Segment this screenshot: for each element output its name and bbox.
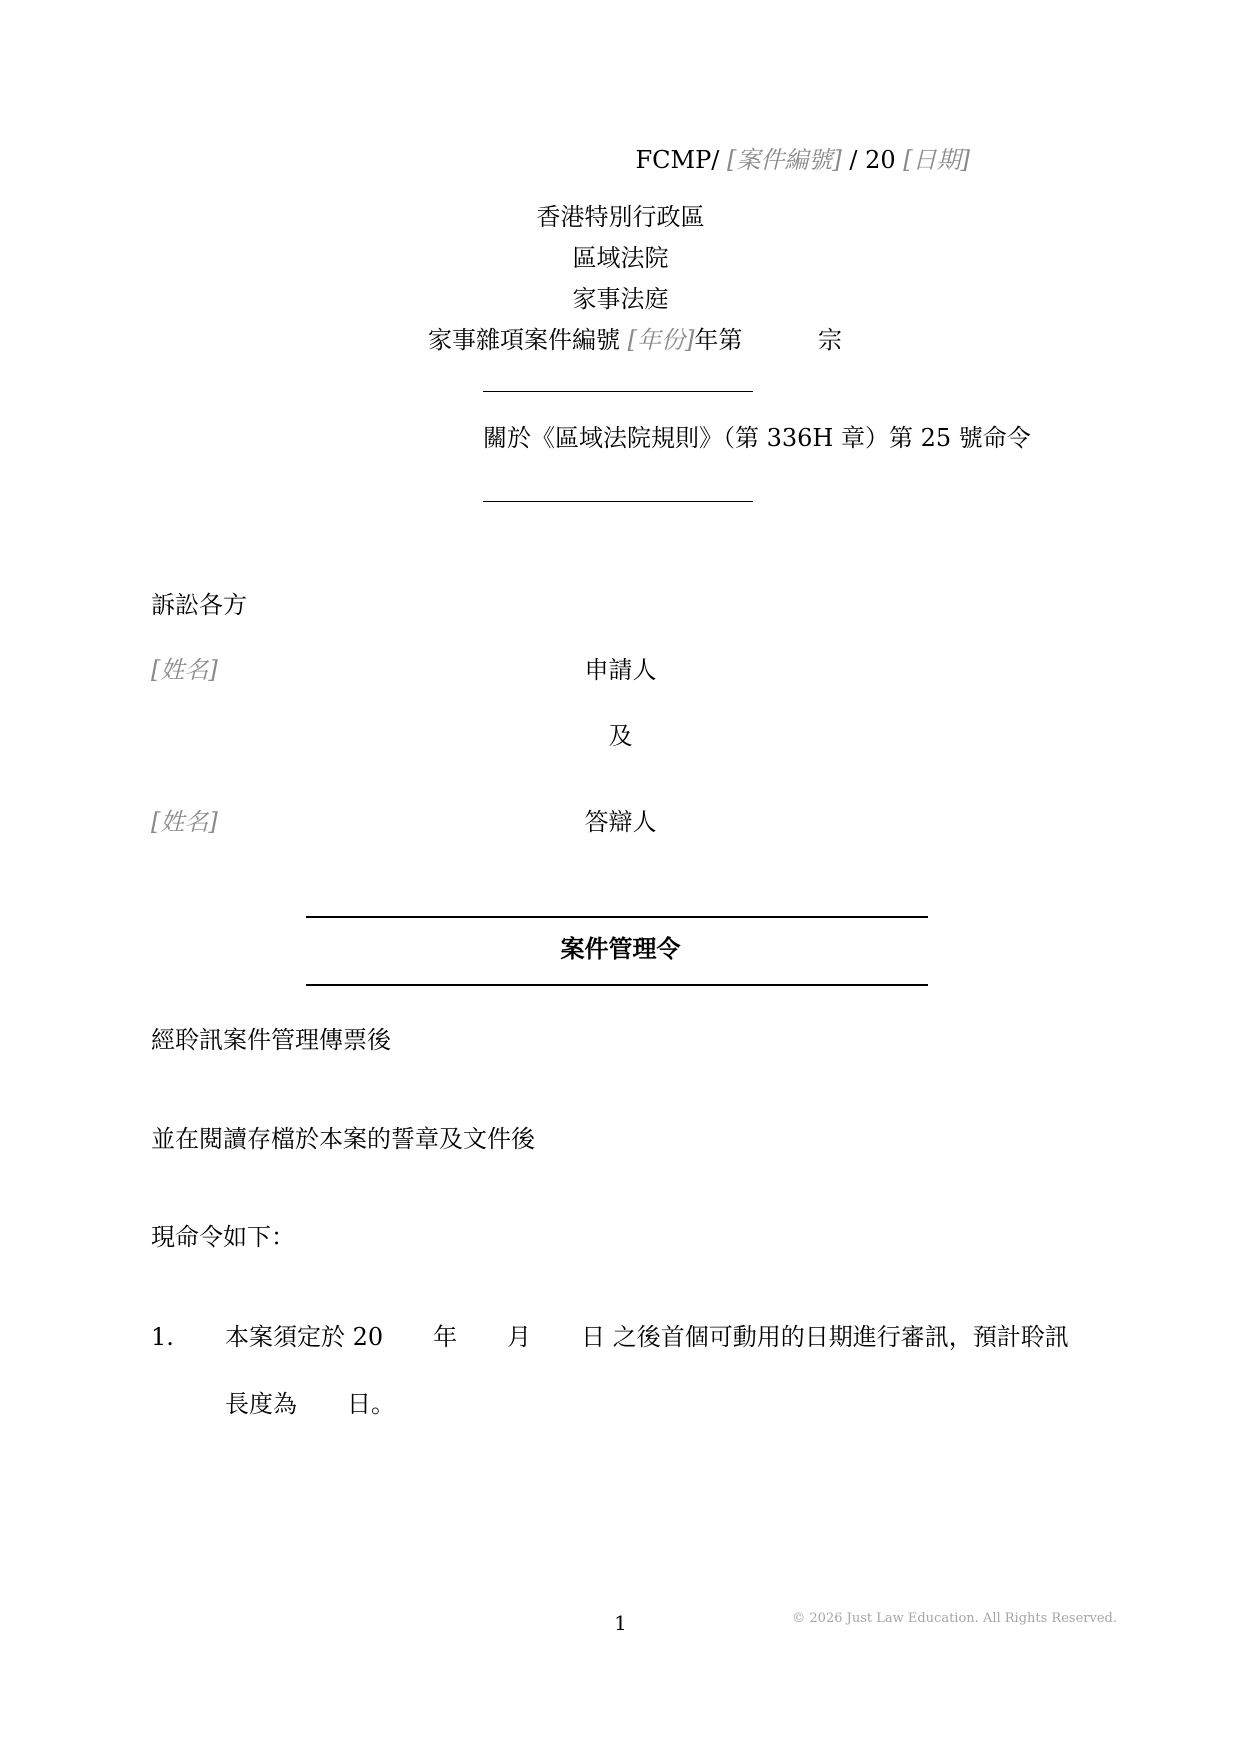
applicant-name-placeholder: [姓名] [151, 656, 218, 684]
recital-hearing: 經聆訊案件管理傳票後 [151, 1026, 391, 1054]
matter-bottom-rule [483, 501, 753, 502]
title-bottom-rule [306, 984, 928, 986]
case-line-prefix: 家事雜項案件編號 [428, 326, 620, 354]
parties-and: 及 [608, 722, 633, 750]
case-line-suffix: 宗 [818, 326, 843, 354]
respondent-role: 答辯人 [584, 808, 657, 836]
matter-text: 關於《區域法院規則》（第 336H 章）第 25 號命令 [483, 424, 1031, 452]
date-placeholder: [日期] [903, 146, 970, 174]
clause-length-suffix: 日。 [347, 1390, 395, 1418]
clause-year-unit: 年 [433, 1323, 458, 1351]
case-ref-year: / 20 [849, 146, 896, 174]
parties-label: 訴訟各方 [151, 591, 247, 619]
title-top-rule [306, 916, 928, 918]
heading-case-number-line [428, 325, 842, 355]
recital-order: 現命令如下： [151, 1223, 295, 1251]
copyright-notice: © 2026 Just Law Education. All Rights Reserved. [792, 1611, 1117, 1626]
heading-region: 香港特別行政區 [536, 203, 705, 231]
clause-length-prefix: 長度為 [225, 1390, 297, 1418]
case-number-placeholder: [案件編號] [726, 146, 842, 174]
case-ref-prefix: FCMP/ [635, 146, 720, 174]
page-number: 1 [614, 1611, 627, 1635]
clause-number: 1. [151, 1323, 174, 1351]
clause-month-unit: 月 [507, 1323, 532, 1351]
clause-date-prefix: 本案須定於 20 [225, 1323, 384, 1351]
clause-line-2 [225, 1389, 395, 1419]
heading-division: 家事法庭 [572, 285, 669, 313]
matter-top-rule [483, 391, 753, 392]
case-reference [636, 145, 970, 175]
order-title: 案件管理令 [560, 934, 681, 963]
applicant-role: 申請人 [584, 656, 657, 684]
case-line-mid: 年第 [694, 326, 743, 354]
recital-reading: 並在閱讀存檔於本案的誓章及文件後 [151, 1125, 535, 1153]
respondent-name-placeholder: [姓名] [151, 808, 218, 836]
clause-date-suffix: 日 之後首個可動用的日期進行審訊，預計聆訊 [581, 1323, 1069, 1351]
clause-line-1 [225, 1322, 1069, 1352]
year-placeholder: [年份] [627, 326, 695, 354]
heading-court: 區域法院 [572, 244, 669, 272]
